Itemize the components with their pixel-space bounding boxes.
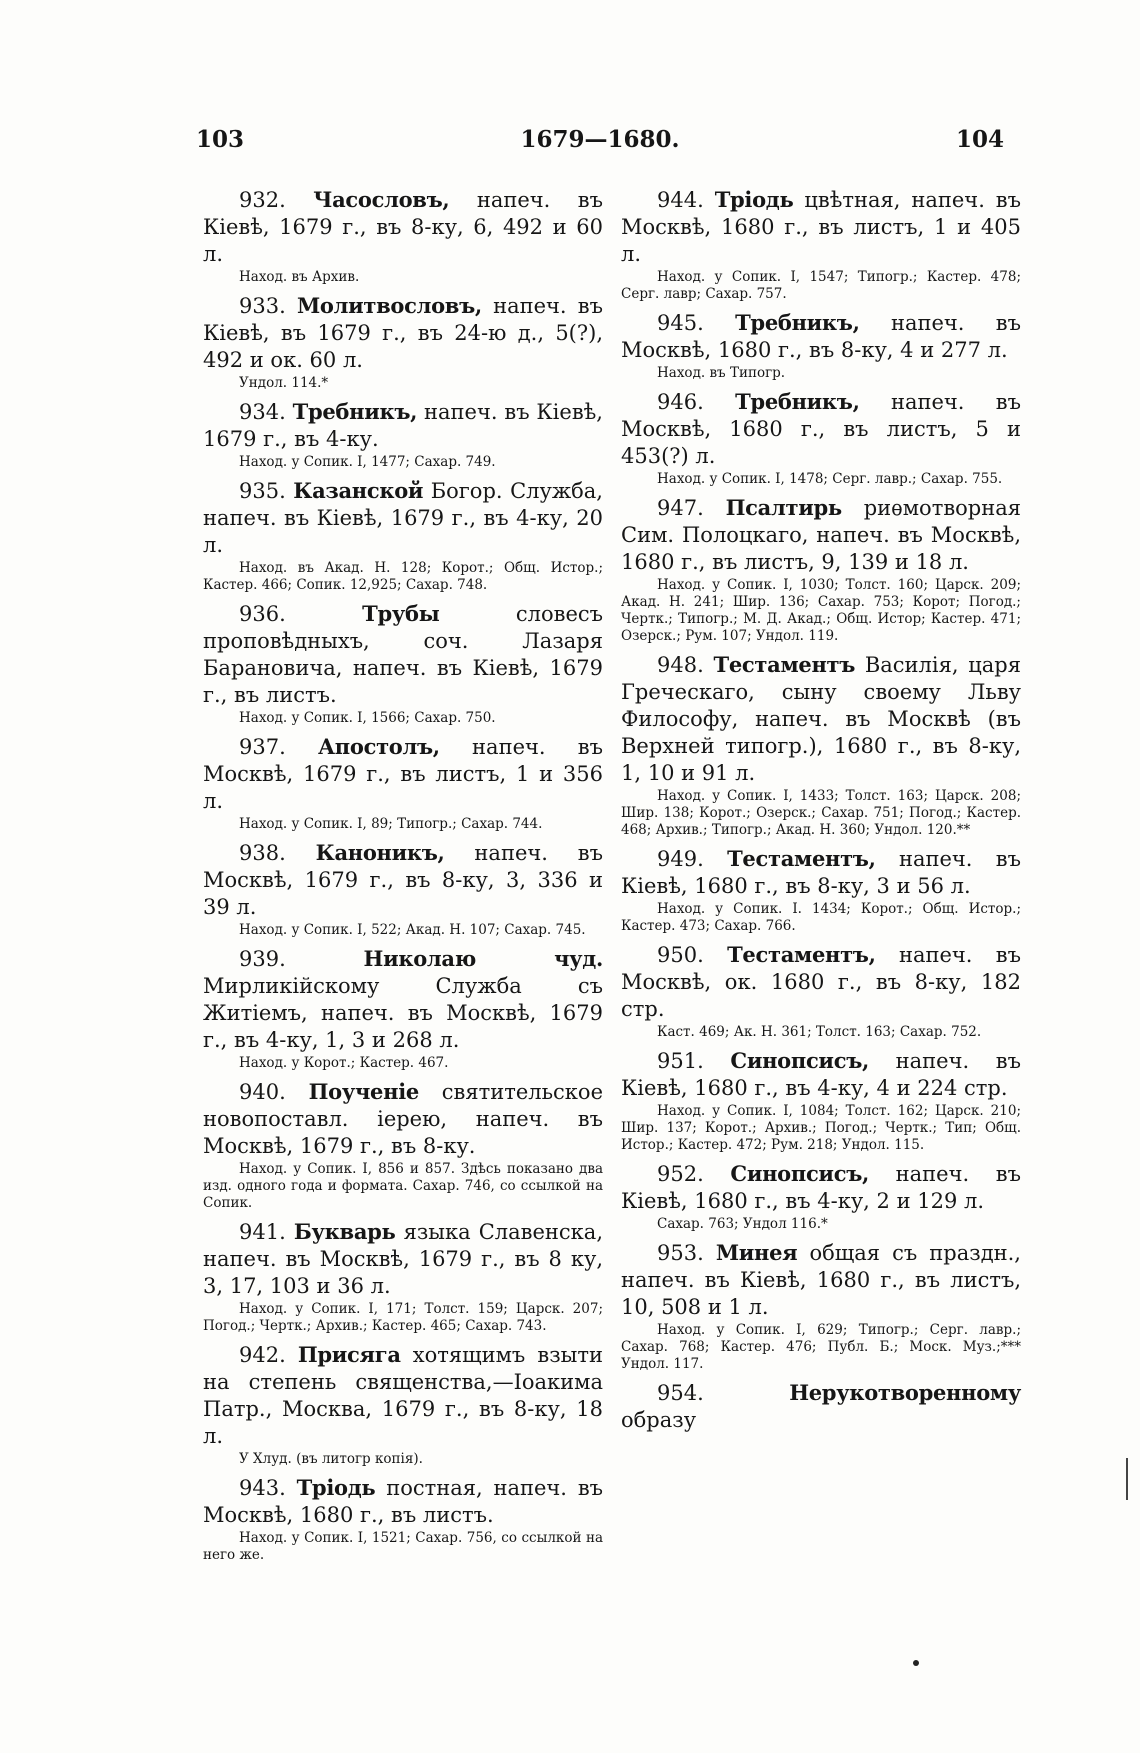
entry-number: 937. (239, 735, 286, 759)
entry-title: Требникъ, (735, 310, 860, 335)
entry-text (203, 292, 603, 374)
entry-location-note: Наход. у Сопик. I, 522; Акад. Н. 107; Сахар. 745. (239, 922, 586, 938)
entry-location-note: Сахар. 763; Ундол 116.* (657, 1216, 828, 1232)
entry-location-note: У Хлуд. (въ литогр копія). (239, 1451, 423, 1467)
entry-location-note: Наход. у Сопик. I. 1434; Корот.; Общ. Истор.; Кастер. 473; Сахар. 766. (621, 901, 1021, 934)
entry-location-note: Наход. у Сопик. I, 1030; Толст. 160; Царск. 209; Акад. Н. 241; Шир. 136; Сахар. 753; Корот; Погод.; Чертк.; Типогр.; М. Д. Акад.; Общ. Истор; Кастер. 471; Озерск.; Рум. 107; Ундол. 119. (621, 577, 1021, 644)
entry-title: Требникъ, (735, 389, 860, 414)
entry-title: Тестаментъ, (727, 846, 876, 871)
entry-location-note: Наход. у Сопик. I, 1566; Сахар. 750. (239, 710, 496, 726)
entry-number: 952. (657, 1162, 704, 1186)
entry-description: напеч. въ Москвѣ, 1680 г., въ листъ, 5 и 453(?) л. (621, 390, 1021, 468)
entry-text (203, 186, 603, 268)
entry-number: 936. (239, 602, 286, 626)
entry-number: 934. (239, 400, 286, 424)
entry-title: Тріодь (296, 1475, 376, 1500)
entry-number: 941. (239, 1220, 286, 1244)
entry-description: напеч. въ Кіевѣ, 1679 г., въ 4-ку. (203, 400, 603, 451)
bibliography-entry (621, 309, 1021, 382)
entry-title: Часословъ, (313, 187, 450, 212)
entry-description: хотящимъ взыти на степень священства,—Іоакима Патр., Москва, 1679 г., въ 8-ку, 18 л. (203, 1343, 603, 1448)
entry-location-note: Наход. у Сопик. I, 856 и 857. Здѣсь показано два изд. одного года и формата. Сахар. 746, со ссылкой на Сопик. (203, 1161, 603, 1211)
bibliography-entry (621, 1379, 1021, 1434)
entry-location-note: Наход. у Сопик. I, 1521; Сахар. 756, со ссылкой на него же. (203, 1530, 603, 1563)
entry-description: напеч. въ Кіевѣ, 1680 г., въ 4-ку, 4 и 224 стр. (621, 1049, 1021, 1100)
bibliography-entry (203, 292, 603, 392)
entry-description: Мирликійскому Служба съ Житіемъ, напеч. въ Москвѣ, 1679 г., въ 4-ку, 1, 3 и 268 л. (203, 974, 603, 1052)
entry-number: 935. (239, 479, 286, 503)
bibliography-entry (621, 845, 1021, 935)
bibliography-entry (621, 494, 1021, 645)
entry-text (203, 1218, 603, 1300)
entry-location-note: Наход. у Сопик. I, 1547; Типогр.; Кастер. 478; Серг. лавр; Сахар. 757. (621, 269, 1021, 302)
entry-description: напеч. въ Кіевѣ, 1680 г., въ 4-ку, 2 и 129 л. (621, 1162, 1021, 1213)
entry-title: Трубы (362, 601, 440, 626)
bibliography-entry (203, 945, 603, 1072)
bibliography-entry (621, 651, 1021, 839)
entry-title: Тестаментъ, (727, 942, 876, 967)
entry-number: 954. (657, 1381, 704, 1405)
entry-number: 951. (657, 1049, 704, 1073)
left-page-number: 103 (196, 126, 245, 153)
entry-text (203, 398, 603, 453)
entry-number: 946. (657, 390, 704, 414)
entry-description: напеч. въ Москвѣ, 1679 г., въ 8-ку, 3, 336 и 39 л. (203, 841, 603, 919)
entry-title: Апостолъ, (318, 734, 440, 759)
entry-text (203, 1078, 603, 1160)
entry-text (203, 1474, 603, 1529)
bibliography-entry (203, 600, 603, 727)
entry-text (203, 477, 603, 559)
entry-location-note: Наход. въ Акад. Н. 128; Корот.; Общ. Истор.; Кастер. 466; Сопик. 12,925; Сахар. 748. (203, 560, 603, 593)
bibliography-entry (203, 839, 603, 939)
bibliography-entry (203, 1078, 603, 1212)
entry-text (621, 651, 1021, 787)
entry-title: Каноникъ, (315, 840, 445, 865)
entry-number: 939. (239, 947, 286, 971)
entry-title: Присяга (297, 1342, 401, 1367)
entry-text (621, 1379, 1021, 1434)
entry-text (621, 1047, 1021, 1102)
entry-description: образу (621, 1408, 697, 1432)
entry-location-note: Наход. въ Архив. (239, 269, 360, 285)
bibliography-entry (621, 186, 1021, 303)
entry-location-note: Наход. у Сопик. I, 629; Типогр.; Серг. лавр.; Сахар. 768; Кастер. 476; Публ. Б.; Моск. Муз.;*** Ундол. 117. (621, 1322, 1021, 1372)
right-page-number: 104 (955, 126, 1004, 153)
entry-description: напеч. въ Кіевѣ, 1680 г., въ 8-ку, 3 и 56 л. (621, 847, 1021, 898)
bibliography-entry (621, 1160, 1021, 1233)
entry-title: Николаю чуд. (363, 946, 603, 971)
year-range-heading: 1679—1680. (520, 126, 680, 153)
bibliography-entry (621, 1239, 1021, 1373)
bibliography-entry (621, 941, 1021, 1041)
entry-number: 949. (657, 847, 704, 871)
bibliography-entry (203, 477, 603, 594)
entry-description: напеч. въ Москвѣ, 1679 г., въ листъ, 1 и 356 л. (203, 735, 603, 813)
margin-mark (1126, 1458, 1128, 1500)
entry-number: 940. (239, 1080, 286, 1104)
bibliography-entry (203, 1218, 603, 1335)
entry-text (621, 186, 1021, 268)
bibliography-entry (203, 1474, 603, 1564)
entry-location-note: Наход. въ Типогр. (657, 365, 786, 381)
entry-text (621, 941, 1021, 1023)
entry-description: риѳмотворная Сим. Полоцкаго, напеч. въ Москвѣ, 1680 г., въ листъ, 9, 139 и 18 л. (621, 496, 1021, 574)
entry-text (203, 733, 603, 815)
entry-number: 950. (657, 943, 704, 967)
bibliography-entry (203, 186, 603, 286)
entry-number: 943. (239, 1476, 286, 1500)
entry-description: цвѣтная, напеч. въ Москвѣ, 1680 г., въ листъ, 1 и 405 л. (621, 188, 1021, 266)
entry-description: словесъ проповѣдныхъ, соч. Лазаря Барановича, напеч. въ Кіевѣ, 1679 г., въ листъ. (203, 602, 603, 707)
entry-location-note: Наход. у Корот.; Кастер. 467. (239, 1055, 449, 1071)
entry-number: 933. (239, 294, 286, 318)
entry-number: 932. (239, 188, 286, 212)
entry-title: Тріодь (714, 187, 794, 212)
entry-title: Минея (715, 1240, 798, 1265)
entry-title: Казанской (293, 478, 424, 503)
entry-text (621, 1239, 1021, 1321)
entry-title: Синопсисъ, (730, 1161, 870, 1186)
entry-title: Молитвословъ, (296, 293, 482, 318)
entry-title: Поученіе (308, 1079, 419, 1104)
entry-description: напеч. въ Москвѣ, 1680 г., въ 8-ку, 4 и 277 л. (621, 311, 1021, 362)
entry-location-note: Наход. у Сопик. I, 89; Типогр.; Сахар. 744. (239, 816, 543, 832)
entry-text (203, 839, 603, 921)
entry-title: Псалтирь (725, 495, 842, 520)
entry-description: святительское новопоставл. іерею, напеч. въ Москвѣ, 1679 г., въ 8-ку. (203, 1080, 603, 1158)
entry-description: общая съ праздн., напеч. въ Кіевѣ, 1680 г., въ листъ, 10, 508 и 1 л. (621, 1241, 1021, 1319)
entry-description: языка Славенска, напеч. въ Москвѣ, 1679 г., въ 8 ку, 3, 17, 103 и 36 л. (203, 1220, 603, 1298)
entry-text (621, 388, 1021, 470)
entry-description: напеч. въ Кіевѣ, 1679 г., въ 8-ку, 6, 492 и 60 л. (203, 188, 603, 266)
entry-number: 945. (657, 311, 704, 335)
bibliography-entry (203, 733, 603, 833)
entry-location-note: Наход. у Сопик. I, 1478; Серг. лавр.; Сахар. 755. (657, 471, 1003, 487)
entry-title: Нерукотворенному (789, 1380, 1021, 1405)
entry-description: напеч. въ Москвѣ, ок. 1680 г., въ 8-ку, 182 стр. (621, 943, 1021, 1021)
page-header (196, 126, 1004, 166)
bibliography-entry (621, 388, 1021, 488)
entry-location-note: Каст. 469; Ак. Н. 361; Толст. 163; Сахар. 752. (657, 1024, 982, 1040)
entry-location-note: Наход. у Сопик. I, 1477; Сахар. 749. (239, 454, 496, 470)
entry-number: 942. (239, 1343, 286, 1367)
entry-title: Синопсисъ, (730, 1048, 870, 1073)
entry-text (621, 1160, 1021, 1215)
entry-text (203, 600, 603, 709)
entry-location-note: Наход. у Сопик. I, 171; Толст. 159; Царск. 207; Погод.; Чертк.; Архив.; Кастер. 465; Сахар. 743. (203, 1301, 603, 1334)
bibliography-entry (621, 1047, 1021, 1154)
entry-description: постная, напеч. въ Москвѣ, 1680 г., въ листъ. (203, 1476, 603, 1527)
entry-text (203, 1341, 603, 1450)
bibliography-entry (203, 398, 603, 471)
left-column (203, 186, 603, 1570)
entry-number: 947. (657, 496, 704, 520)
entry-text (621, 494, 1021, 576)
entry-number: 948. (657, 653, 704, 677)
entry-description: Богор. Служба, напеч. въ Кіевѣ, 1679 г., въ 4-ку, 20 л. (203, 479, 603, 557)
entry-number: 953. (657, 1241, 704, 1265)
bibliography-entry (203, 1341, 603, 1468)
entry-title: Тестаментъ (713, 652, 856, 677)
entry-description: напеч. въ Кіевѣ, въ 1679 г., въ 24-ю д., 5(?), 492 и ок. 60 л. (203, 294, 603, 372)
entry-text (621, 845, 1021, 900)
right-column (621, 186, 1021, 1440)
entry-number: 938. (239, 841, 286, 865)
entry-location-note: Наход. у Сопик. I, 1433; Толст. 163; Царск. 208; Шир. 138; Корот.; Озерск.; Сахар. 751; Погод.; Кастер. 468; Архив.; Типогр.; Акад. Н. 360; Ундол. 120.** (621, 788, 1021, 838)
entry-location-note: Ундол. 114.* (239, 375, 329, 391)
entry-title: Требникъ, (292, 399, 418, 424)
entry-text (621, 309, 1021, 364)
entry-description: Василія, царя Греческаго, сыну своему Льву Философу, напеч. въ Москвѣ (въ Верхней типогр.), 1680 г., въ 8-ку, 1, 10 и 91 л. (621, 653, 1021, 785)
entry-number: 944. (657, 188, 704, 212)
entry-text (203, 945, 603, 1054)
entry-title: Букварь (293, 1219, 396, 1244)
entry-location-note: Наход. у Сопик. I, 1084; Толст. 162; Царск. 210; Шир. 137; Корот.; Архив.; Погод.; Чертк.; Тип; Общ. Истор.; Кастер. 472; Рум. 218; Ундол. 115. (621, 1103, 1021, 1153)
ink-dot (913, 1660, 919, 1666)
